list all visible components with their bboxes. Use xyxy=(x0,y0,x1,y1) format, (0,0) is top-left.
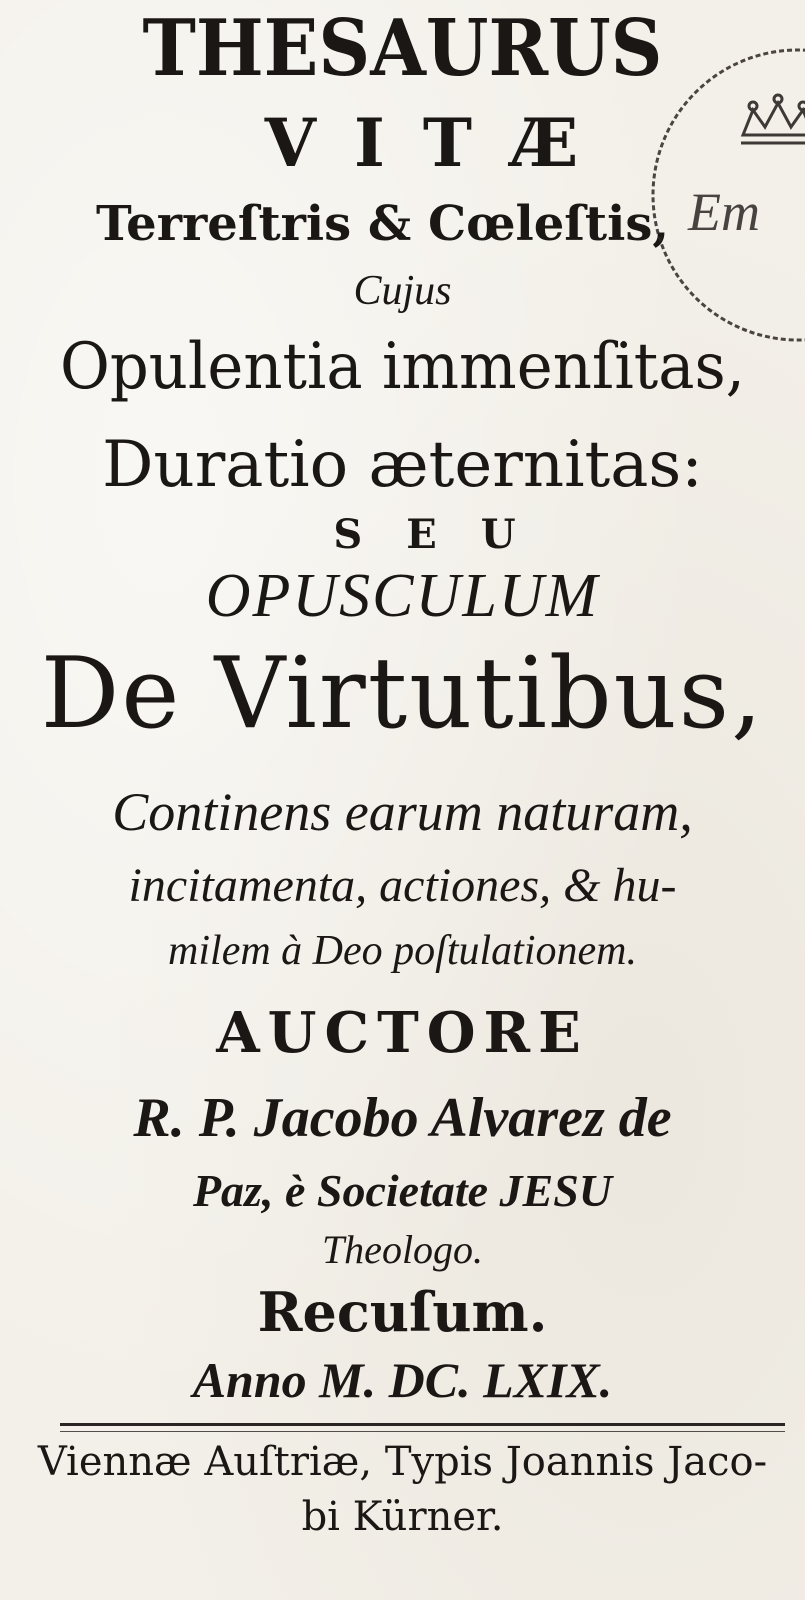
subtitle-terrestris: Terreſtris & Cœleſtis, xyxy=(95,196,670,252)
duratio-line: Duratio æternitas: xyxy=(102,428,703,502)
book-title: THESAURUS xyxy=(142,3,663,94)
imprint-line-2: bi Kürner. xyxy=(301,1494,504,1540)
cujus-line: Cujus xyxy=(353,268,452,314)
imprint-rule-thin xyxy=(60,1431,785,1432)
crown-icon xyxy=(741,95,805,143)
imprint-rule xyxy=(60,1423,785,1426)
milem-line: milem à Deo poſtulationem. xyxy=(168,928,637,974)
date-line: Anno M. DC. LXIX. xyxy=(192,1352,613,1408)
continens-line: Continens earum naturam, xyxy=(112,782,693,842)
auctore-line: AUCTORE xyxy=(216,1000,589,1066)
seu-line: SEU xyxy=(333,511,560,558)
opulentia-line: Opulentia immenſitas, xyxy=(59,330,746,404)
imprint-line-1: Viennæ Auſtriæ, Typis Joannis Jaco- xyxy=(37,1439,768,1485)
title-vitae: VITÆ xyxy=(264,104,617,182)
theologo-line: Theologo. xyxy=(321,1227,484,1272)
library-stamp xyxy=(648,40,805,350)
recusum-line: Recuſum. xyxy=(257,1280,548,1344)
author-line-1: R. P. Jacobo Alvarez de xyxy=(133,1087,672,1149)
author-line-2: Paz, è Societate JESU xyxy=(192,1165,613,1216)
stamp-text: Em xyxy=(688,182,760,242)
incitamenta-line: incitamenta, actiones, & hu- xyxy=(128,859,677,912)
opusculum-line: OPUSCULUM xyxy=(205,562,600,630)
de-virtutibus-line: De Virtutibus, xyxy=(40,637,765,751)
